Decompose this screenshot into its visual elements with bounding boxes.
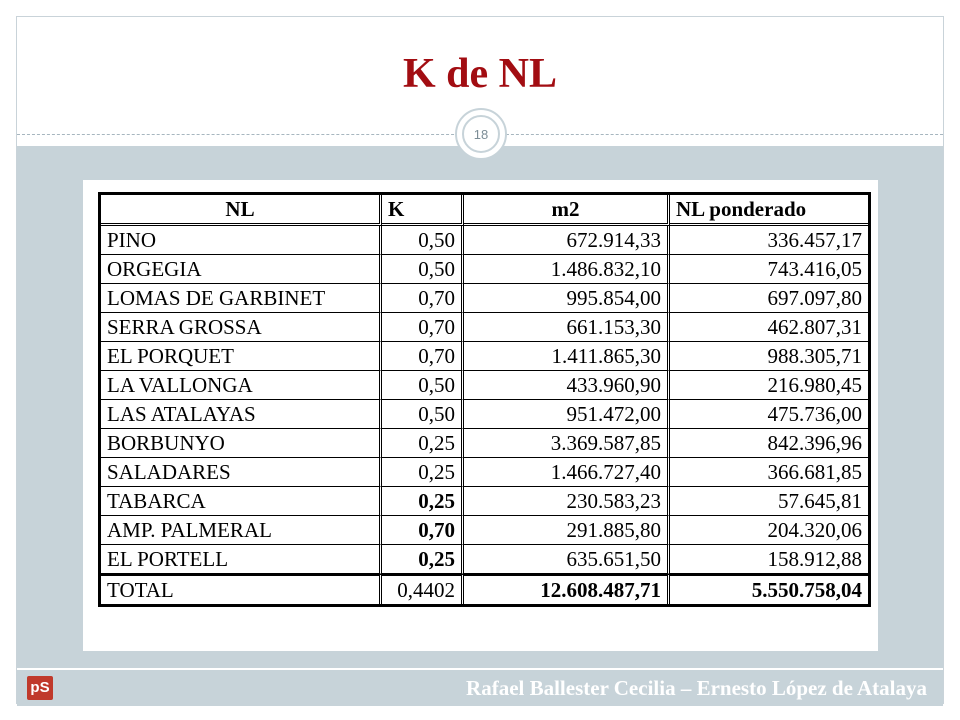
cell-nl-ponderado: 204.320,06 (670, 516, 868, 545)
cell-nl-ponderado: 475.736,00 (670, 400, 868, 429)
cell-nl: EL PORQUET (101, 342, 382, 371)
table-total-row (101, 574, 868, 604)
cell-k: 0,70 (382, 342, 464, 371)
cell-nl: LAS ATALAYAS (101, 400, 382, 429)
cell-nl: LA VALLONGA (101, 371, 382, 400)
nl-table (98, 192, 871, 607)
cell-m2: 3.369.587,85 (464, 429, 670, 458)
cell-k: 0,25 (382, 429, 464, 458)
table-row (101, 226, 868, 255)
slide-title: K de NL (402, 51, 557, 97)
cell-k: 0,25 (382, 487, 464, 516)
table-row (101, 487, 868, 516)
cell-nl-ponderado: 216.980,45 (670, 371, 868, 400)
logo-icon: pS (27, 676, 53, 700)
cell-m2: 951.472,00 (464, 400, 670, 429)
cell-m2: 635.651,50 (464, 545, 670, 574)
cell-nl-ponderado: 462.807,31 (670, 313, 868, 342)
table-row (101, 284, 868, 313)
cell-k: 0,50 (382, 371, 464, 400)
total-label: TOTAL (101, 574, 382, 604)
cell-nl: SERRA GROSSA (101, 313, 382, 342)
total-nl-ponderado: 5.550.758,04 (670, 574, 868, 604)
cell-nl: AMP. PALMERAL (101, 516, 382, 545)
cell-k: 0,25 (382, 458, 464, 487)
cell-k: 0,50 (382, 400, 464, 429)
table-card (83, 180, 878, 651)
cell-m2: 1.411.865,30 (464, 342, 670, 371)
cell-nl-ponderado: 988.305,71 (670, 342, 868, 371)
table-row (101, 371, 868, 400)
cell-nl-ponderado: 743.416,05 (670, 255, 868, 284)
cell-m2: 672.914,33 (464, 226, 670, 255)
cell-nl: BORBUNYO (101, 429, 382, 458)
cell-m2: 661.153,30 (464, 313, 670, 342)
table-row (101, 342, 868, 371)
cell-nl-ponderado: 57.645,81 (670, 487, 868, 516)
table-row (101, 255, 868, 284)
table-row (101, 429, 868, 458)
table-body (101, 226, 868, 604)
cell-k: 0,70 (382, 313, 464, 342)
cell-nl-ponderado: 336.457,17 (670, 226, 868, 255)
cell-nl-ponderado: 158.912,88 (670, 545, 868, 574)
cell-nl: EL PORTELL (101, 545, 382, 574)
footer-bar (17, 670, 943, 706)
cell-nl: SALADARES (101, 458, 382, 487)
header-m2: m2 (464, 195, 670, 226)
table-row (101, 516, 868, 545)
footer-authors: Rafael Ballester Cecilia – Ernesto López de Atalaya (466, 676, 927, 700)
page-number: 18 (462, 115, 500, 153)
cell-k: 0,70 (382, 284, 464, 313)
cell-m2: 230.583,23 (464, 487, 670, 516)
table-header-row (101, 195, 868, 226)
table-row (101, 400, 868, 429)
table-row (101, 545, 868, 574)
cell-nl-ponderado: 366.681,85 (670, 458, 868, 487)
cell-k: 0,50 (382, 226, 464, 255)
cell-k: 0,70 (382, 516, 464, 545)
page-number-badge (455, 108, 507, 160)
table-row (101, 313, 868, 342)
cell-nl-ponderado: 697.097,80 (670, 284, 868, 313)
header-nl-ponderado: NL ponderado (670, 195, 868, 226)
total-k: 0,4402 (382, 574, 464, 604)
cell-nl: LOMAS DE GARBINET (101, 284, 382, 313)
cell-nl: TABARCA (101, 487, 382, 516)
cell-m2: 433.960,90 (464, 371, 670, 400)
cell-nl-ponderado: 842.396,96 (670, 429, 868, 458)
cell-m2: 995.854,00 (464, 284, 670, 313)
cell-nl: ORGEGIA (101, 255, 382, 284)
cell-m2: 1.486.832,10 (464, 255, 670, 284)
cell-m2: 291.885,80 (464, 516, 670, 545)
table-row (101, 458, 868, 487)
total-m2: 12.608.487,71 (464, 574, 670, 604)
cell-k: 0,25 (382, 545, 464, 574)
header-k: K (382, 195, 464, 226)
cell-k: 0,50 (382, 255, 464, 284)
cell-m2: 1.466.727,40 (464, 458, 670, 487)
header-nl: NL (101, 195, 382, 226)
cell-nl: PINO (101, 226, 382, 255)
